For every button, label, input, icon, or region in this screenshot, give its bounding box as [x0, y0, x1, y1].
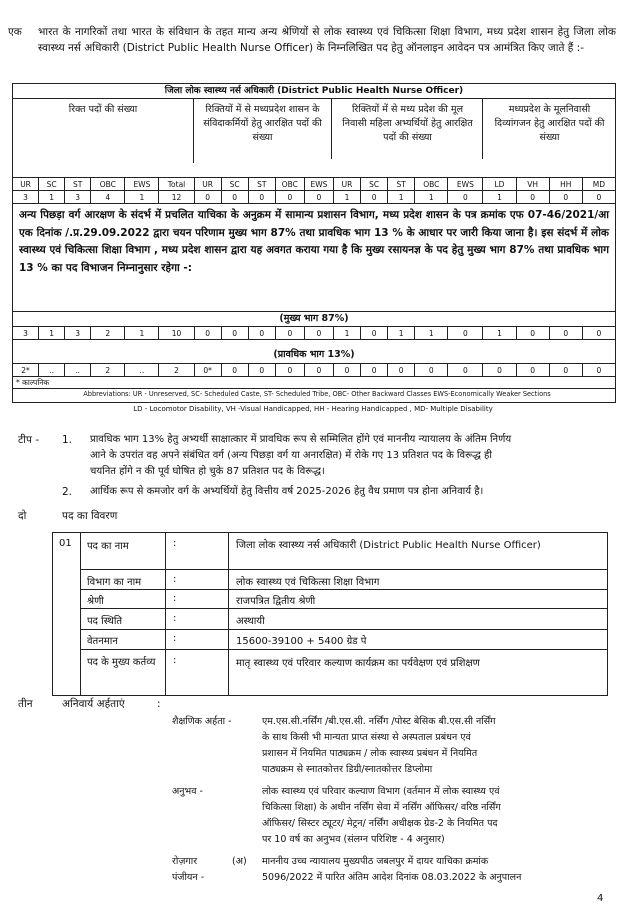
- table-cell: 1: [333, 191, 360, 204]
- column-header: LD: [483, 178, 516, 191]
- section-number-3: तीन: [18, 698, 33, 710]
- table-cell: 4: [91, 191, 125, 204]
- table-cell: 0: [448, 327, 483, 340]
- table-cell: 0: [549, 191, 582, 204]
- notes-label: टीप -: [18, 434, 40, 446]
- header-contract-staff: रिक्तियों में से मध्यप्रदेश शासन के संविदाकर्मियों हेतु आरक्षित पदों की संख्या: [194, 99, 332, 159]
- table-cell: 0: [361, 364, 388, 377]
- section-3-title: अनिवार्य अर्हताएं: [62, 698, 125, 710]
- table-cell: 1: [388, 327, 415, 340]
- column-header: UR: [194, 178, 221, 191]
- table-cell: 3: [13, 191, 39, 204]
- department-value: लोक स्वास्थ्य एवं चिकित्सा शिक्षा विभाग: [236, 577, 380, 588]
- department-label: विभाग का नाम: [87, 577, 142, 588]
- table-row: [13, 327, 616, 340]
- experience-line: पर 10 वर्ष का अनुभव (संलग्न परिशिष्ट - 4 अनुसार): [262, 834, 445, 845]
- section-number-2: दो: [18, 510, 27, 522]
- serial-number: 01: [59, 538, 72, 549]
- column-header: OBC: [275, 178, 304, 191]
- table-cell: 0: [248, 364, 275, 377]
- education-line: एम.एस.सी.नर्सिंग /बी.एस.सी. नर्सिंग /पोस्ट बेसिक बी.एस.सी नर्सिंग: [262, 716, 496, 727]
- table-cell: 1: [415, 327, 448, 340]
- column-header: SC: [39, 178, 65, 191]
- table-cell: 1: [415, 191, 448, 204]
- table-cell: 0: [582, 327, 615, 340]
- column-header: EWS: [125, 178, 159, 191]
- table-cell: 0: [516, 364, 549, 377]
- education-lines: [262, 714, 594, 778]
- section-2-title: पद का विवरण: [62, 510, 118, 522]
- table-cell: 2: [159, 364, 194, 377]
- table-cell: 3: [13, 327, 39, 340]
- pay-scale-value: 15600-39100 + 5400 ग्रेड पे: [236, 636, 367, 647]
- table-cell: 0: [275, 327, 304, 340]
- note-1-line-1: प्रावधिक भाग 13% हेतु अभ्यर्थी साक्षात्कार में प्रावधिक रूप से सम्मिलित होंगे एवं माननीय न्यायालय के अंतिम निर्णय: [90, 434, 512, 445]
- table-cell: 10: [159, 327, 194, 340]
- education-line: प्रशासन में नियमित पाठ्यक्रम / लोक स्वास्थ्य प्रबंधन में नियमित: [262, 748, 478, 759]
- column-header: ST: [248, 178, 275, 191]
- column-header: Total: [159, 178, 194, 191]
- note-2-number: 2.: [62, 486, 73, 498]
- column-header: VH: [516, 178, 549, 191]
- employment-line: माननीय उच्च न्यायालय मुख्यपीठ जबलपुर में दायर याचिका क्रमांक: [262, 856, 489, 867]
- footnote: * काल्पनिक: [16, 378, 50, 387]
- post-details-table: [52, 532, 608, 696]
- table-cell: 1: [483, 191, 516, 204]
- table-cell: 1: [125, 327, 159, 340]
- table-cell: 0: [361, 327, 388, 340]
- post-name-value: जिला लोक स्वास्थ्य नर्स अधिकारी (District Public Health Nurse Officer): [236, 540, 541, 551]
- table-cell: 1: [125, 191, 159, 204]
- note-2-text: आर्थिक रूप से कमजोर वर्ग के अभ्यर्थियों हेतु वित्तीय वर्ष 2025-2026 हेतु वैध प्रमाण पत्र होना अनिवार्य है।: [90, 486, 484, 497]
- table-cell: 1: [483, 327, 516, 340]
- colon: :: [173, 593, 177, 604]
- table-cell: 0: [361, 191, 388, 204]
- table-cell: 1: [388, 191, 415, 204]
- table-cell: 3: [65, 191, 91, 204]
- table-cell: ..: [39, 364, 65, 377]
- note-1-number: 1.: [62, 434, 73, 446]
- table-cell: 0: [448, 364, 483, 377]
- experience-line: चिकित्सा शिक्षा) के अधीन नर्सिंग सेवा में नर्सिंग ऑफिसर/ वरिष्ठ नर्सिंग: [262, 802, 501, 813]
- table-cell: 0: [549, 327, 582, 340]
- table-cell: 0: [275, 364, 304, 377]
- table-row: [13, 364, 616, 377]
- column-header: HH: [549, 178, 582, 191]
- vacancy-grid: [12, 177, 616, 204]
- table-cell: 0: [415, 364, 448, 377]
- table-cell: 0: [516, 191, 549, 204]
- column-header: EWS: [304, 178, 333, 191]
- intro-paragraph: भारत के नागरिकों तथा भारत के संविधान के तहत मान्य अन्य श्रेणियों से लोक स्वास्थ्य एवं चिकित्सा शिक्षा विभाग, मध्य प्रदेश शासन हेतु जिला लोक स्वास्थ्य नर्स अधिकारी (District Public Health Nurse Officer) के निम्नलिखित पद हेतु ऑनलाइन आवेदन पत्र आमंत्रित किए जाते हैं :-: [38, 26, 616, 54]
- table-cell: 1: [39, 327, 65, 340]
- experience-line: ऑफिसर/ सिस्टर ट्यूटर/ मेट्रन/ नर्सिंग अधीक्षक ग्रेड-2 के नियमित पद: [262, 818, 498, 829]
- post-name-label: पद का नाम: [87, 541, 129, 552]
- table-cell: 0: [248, 327, 275, 340]
- table-cell: 2: [91, 364, 125, 377]
- column-header: ST: [388, 178, 415, 191]
- table-cell: 0: [221, 364, 248, 377]
- column-header: MD: [582, 178, 615, 191]
- table-cell: 0: [194, 327, 221, 340]
- employment-label-2: पंजीयन -: [172, 872, 205, 883]
- table-cell: 0: [582, 364, 615, 377]
- column-header: OBC: [91, 178, 125, 191]
- page-number: 4: [597, 893, 604, 904]
- column-header: SC: [221, 178, 248, 191]
- colon: :: [173, 633, 177, 644]
- employment-label-1: रोज़गार: [172, 856, 198, 867]
- employment-sub: (अ): [232, 856, 247, 867]
- main-part-label: (मुख्य भाग 87%): [13, 311, 615, 326]
- header-vacancies: रिक्त पदों की संख्या: [13, 99, 194, 163]
- category-value: राजपत्रित द्वितीय श्रेणी: [236, 596, 316, 607]
- post-status-label: पद स्थिति: [87, 616, 123, 627]
- education-label: शैक्षणिक अर्हता -: [172, 716, 232, 727]
- table-cell: 1: [39, 191, 65, 204]
- table-cell: 0: [582, 191, 615, 204]
- colon: :: [173, 538, 177, 549]
- table-cell: 1: [333, 327, 360, 340]
- table-cell: 0: [333, 364, 360, 377]
- table-cell: 0: [516, 327, 549, 340]
- colon: :: [157, 698, 161, 710]
- column-header: OBC: [415, 178, 448, 191]
- table-cell: 0: [388, 364, 415, 377]
- abbreviations-line-2: LD - Locomotor Disability, VH -Visual Handicapped, HH - Hearing Handicapped , MD- Multiple Disability: [133, 405, 493, 413]
- section-number-1: एक: [8, 26, 22, 38]
- abbreviations-line-1: Abbreviations: UR - Unreserved, SC- Scheduled Caste, ST- Scheduled Tribe, OBC- Other Backward Classes EWS-Economically Weaker Sections: [83, 390, 551, 398]
- vacancy-table-title: जिला लोक स्वास्थ्य नर्स अधिकारी (District Public Health Nurse Officer): [13, 84, 615, 99]
- post-status-value: अस्थायी: [236, 616, 265, 627]
- category-label: श्रेणी: [87, 596, 104, 607]
- header-women: रिक्तियों में से मध्य प्रदेश की मूल निवासी महिला अभ्यर्थियों हेतु आरक्षित पदों की संख्या: [333, 99, 483, 159]
- experience-label: अनुभव -: [172, 786, 203, 797]
- table-cell: 0*: [194, 364, 221, 377]
- education-line: पाठ्यक्रम से स्नातकोत्तर डिग्री/स्नातकोत्तर डिप्लोमा: [262, 764, 433, 775]
- table-cell: 0: [549, 364, 582, 377]
- duties-label: पद के मुख्य कर्तव्य: [87, 657, 156, 668]
- colon: :: [173, 655, 177, 666]
- header-disabled: मध्यप्रदेश के मूलनिवासी दिव्यांगजन हेतु आरक्षित पदों की संख्या: [494, 104, 605, 143]
- experience-line: लोक स्वास्थ्य एवं परिवार कल्याण विभाग (वर्तमान में लोक स्वास्थ्य एवं: [262, 786, 500, 797]
- table-row: [13, 191, 616, 204]
- table-cell: 0: [304, 191, 333, 204]
- column-header-row: [13, 178, 616, 191]
- vacancy-table: [12, 83, 616, 403]
- table-cell: 0: [275, 191, 304, 204]
- table-cell: 0: [248, 191, 275, 204]
- note-1-line-3: चयनित होंगे न की पूर्व घोषित हो चुके 87 प्रतिशत पद के विरूद्ध।: [90, 466, 325, 477]
- provisional-part-grid: [12, 363, 616, 377]
- table-cell: 0: [221, 191, 248, 204]
- table-cell: 0: [304, 327, 333, 340]
- duties-value: मातृ स्वास्थ्य एवं परिवार कल्याण कार्यक्रम का पर्यवेक्षण एवं प्रशिक्षण: [236, 658, 480, 669]
- table-cell: 0: [448, 191, 483, 204]
- column-header: EWS: [448, 178, 483, 191]
- pay-scale-label: वेतनमान: [87, 636, 118, 647]
- table-cell: 12: [159, 191, 194, 204]
- table-cell: 0: [304, 364, 333, 377]
- table-cell: ..: [125, 364, 159, 377]
- main-part-grid: [12, 326, 616, 340]
- education-line: के साथ किसी भी मान्यता प्राप्त संस्था से अस्पताल प्रबंधन एवं: [262, 732, 471, 743]
- table-cell: 0: [483, 364, 516, 377]
- colon: :: [173, 574, 177, 585]
- employment-lines: [262, 854, 602, 886]
- column-header: UR: [13, 178, 39, 191]
- table-cell: ..: [65, 364, 91, 377]
- column-header: ST: [65, 178, 91, 191]
- table-cell: 0: [221, 327, 248, 340]
- table-cell: 0: [194, 191, 221, 204]
- colon: :: [173, 613, 177, 624]
- reservation-notice: अन्य पिछड़ा वर्ग आरक्षण के संदर्भ में प्रचलित याचिका के अनुक्रम में सामान्य प्रशासन विभाग, मध्य प्रदेश शासन के पत्र क्रमांक एफ 07-46/2021/आ एक दिनांक /.प्र.29.09.2022 द्वारा चयन परिणाम मुख्य भाग 87% तथा प्रावधिक भाग 13 % के आधार पर जारी किया जाना है। इस संदर्भ में लोक स्वास्थ्य एवं चिकित्सा शिक्षा विभाग , मध्य प्रदेश शासन द्वारा यह अवगत कराया गया है कि मुख्य रसायनज्ञ के पद हेतु मुख्य भाग 87% तथा प्रावधिक भाग 13 % का पद विभाजन निम्नानुसार रहेगा -:: [19, 209, 609, 274]
- table-cell: 2: [91, 327, 125, 340]
- column-header: UR: [333, 178, 360, 191]
- table-cell: 2*: [13, 364, 39, 377]
- table-cell: 3: [65, 327, 91, 340]
- column-header: SC: [361, 178, 388, 191]
- note-1-line-2: आने के उपरांत वह अपने संबंधित वर्ग (अन्य पिछड़ा वर्ग या अनारक्षित) में रोके गए 13 प्रतिशत पद के विरूद्ध ही: [90, 450, 492, 461]
- provisional-part-label: (प्रावधिक भाग 13%): [273, 349, 355, 360]
- employment-line: 5096/2022 में पारित अंतिम आदेश दिनांक 08.03.2022 के अनुपालन: [262, 872, 522, 883]
- experience-lines: [262, 784, 594, 848]
